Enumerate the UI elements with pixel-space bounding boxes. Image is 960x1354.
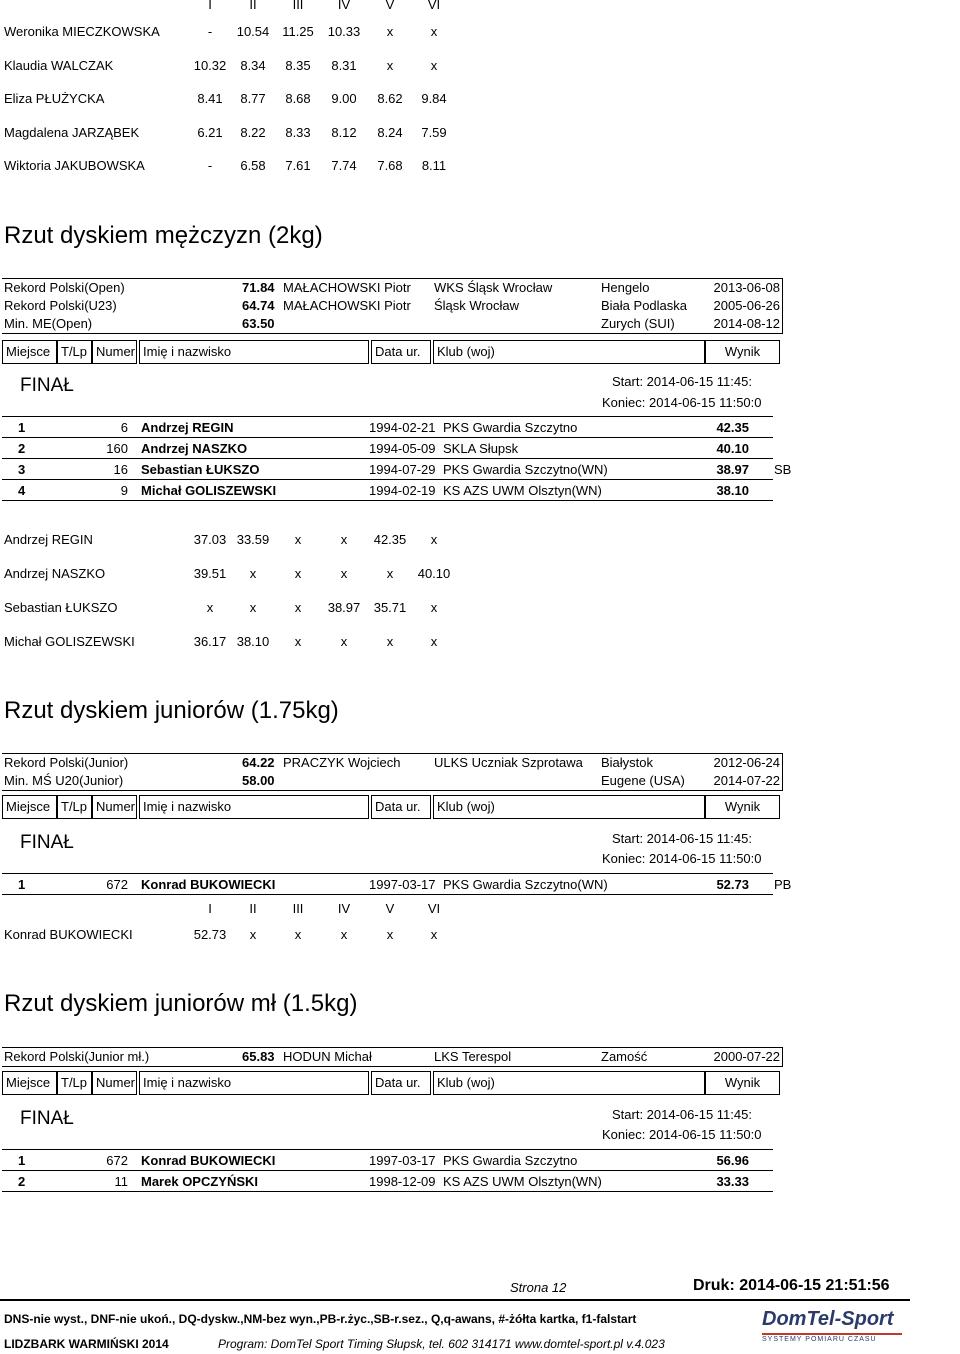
attempt-value: 6.58: [240, 158, 266, 173]
attempt-value: x: [430, 927, 438, 942]
result-number: 672: [106, 1153, 128, 1168]
attempt-value: 8.11: [421, 158, 447, 173]
attempt-col-1: I: [208, 901, 212, 916]
result-dob: 1997-03-17: [369, 877, 436, 892]
record-row: [2, 297, 782, 315]
col-header-club: Klub (woj): [433, 795, 705, 819]
col-header-dob: Data ur.: [371, 1071, 431, 1095]
attempt-value: x: [386, 927, 394, 942]
record-date: 2013-06-08: [714, 280, 780, 295]
start-time: Start: 2014-06-15 11:45:: [612, 831, 752, 846]
col-header-club: Klub (woj): [433, 1071, 705, 1095]
end-time: Koniec: 2014-06-15 11:50:0: [602, 1127, 762, 1142]
print-timestamp: Druk: 2014-06-15 21:51:56: [693, 1277, 890, 1294]
result-value: 38.97: [716, 462, 749, 477]
result-row: [2, 874, 792, 895]
record-club: ULKS Uczniak Szprotawa: [434, 755, 583, 770]
attempt-value: 9.84: [421, 91, 447, 106]
attempt-value: 39.51: [193, 566, 227, 581]
attempt-value: x: [340, 532, 348, 547]
attempt-value: x: [249, 927, 257, 942]
attempt-value: x: [340, 566, 348, 581]
logo-stripe: [762, 1333, 902, 1335]
attempt-value: 9.00: [331, 91, 357, 106]
result-dob: 1994-07-29: [369, 462, 436, 477]
result-note: SB: [774, 462, 792, 477]
result-place: 1: [18, 1153, 26, 1168]
result-row: [2, 1171, 773, 1192]
top-attempt-header: [0, 0, 480, 13]
athlete-name: Wiktoria JAKUBOWSKA: [4, 158, 145, 173]
attempt-value: x: [249, 600, 257, 615]
attempt-row: [0, 566, 480, 582]
result-club: PKS Gwardia Szczytno: [443, 1153, 578, 1168]
attempt-value: 8.68: [285, 91, 311, 106]
record-club: LKS Terespol: [434, 1049, 512, 1064]
record-date: 2014-08-12: [714, 316, 780, 331]
attempt-value: 11.25: [282, 24, 314, 39]
result-row: [2, 480, 773, 501]
athlete-name: Eliza PŁUŻYCKA: [4, 91, 105, 106]
col-header-dob: Data ur.: [371, 340, 431, 364]
result-number: 16: [113, 462, 128, 477]
attempt-row: [0, 532, 480, 548]
result-club: SKLA Słupsk: [443, 441, 519, 456]
attempt-value: x: [206, 600, 214, 615]
result-name: Marek OPCZYŃSKI: [141, 1174, 259, 1189]
attempt-value: 10.32: [193, 57, 227, 73]
col-header-result: Wynik: [705, 795, 780, 819]
athlete-name: Michał GOLISZEWSKI: [4, 634, 135, 649]
program-info: Program: DomTel Sport Timing Słupsk, tel. 602 314171 www.domtel-sport.pl v.4.023: [218, 1337, 665, 1351]
athlete-name: Magdalena JARZĄBEK: [4, 124, 140, 140]
record-place: Eugene (USA): [601, 773, 685, 788]
result-value: 40.10: [716, 441, 749, 456]
result-place: 2: [18, 1174, 26, 1189]
record-row: [2, 772, 782, 790]
result-dob: 1994-02-19: [369, 483, 436, 498]
record-holder: MAŁACHOWSKI Piotr: [283, 298, 411, 313]
result-value: 56.96: [716, 1153, 749, 1168]
final-label: FINAŁ: [20, 375, 74, 396]
result-club: PKS Gwardia Szczytno(WN): [443, 877, 608, 892]
record-club: WKS Śląsk Wrocław: [434, 280, 553, 295]
result-name: Konrad BUKOWIECKI: [141, 1153, 276, 1168]
start-time: Start: 2014-06-15 11:45:: [612, 374, 752, 389]
attempt-value: 8.77: [240, 91, 266, 106]
record-date: 2014-07-22: [714, 773, 780, 788]
attempt-value: x: [386, 634, 394, 649]
col-header-number: Numer: [92, 340, 137, 364]
col-header-place: Miejsce: [2, 795, 57, 819]
attempt-value: 37.03: [193, 532, 227, 547]
result-place: 1: [18, 877, 26, 892]
record-place: Zurych (SUI): [601, 316, 675, 331]
attempt-value: 35.71: [373, 600, 407, 615]
attempt-col-3: III: [292, 901, 304, 916]
result-place: 1: [18, 420, 26, 435]
record-label: Rekord Polski(U23): [4, 298, 117, 313]
attempt-value: 40.10: [417, 566, 451, 581]
col-header-tlp: T/Lp: [57, 795, 92, 819]
attempt-value: 10.33: [327, 24, 361, 39]
attempt-row: [0, 634, 480, 650]
record-value: 71.84: [242, 280, 275, 295]
col-header-number: Numer: [92, 1071, 137, 1095]
col-header-number: Numer: [92, 795, 137, 819]
record-place: Biała Podlaska: [601, 298, 687, 313]
attempt-value: x: [294, 532, 302, 547]
record-value: 58.00: [242, 773, 275, 788]
record-holder: MAŁACHOWSKI Piotr: [283, 280, 411, 295]
attempt-col-5: V: [385, 0, 395, 12]
end-time: Koniec: 2014-06-15 11:50:0: [602, 851, 762, 866]
result-dob: 1994-02-21: [369, 420, 436, 435]
attempt-col-6: VI: [427, 0, 441, 12]
record-row: [2, 315, 782, 333]
attempt-value: x: [294, 600, 302, 615]
record-place: Hengelo: [601, 280, 650, 295]
attempt-col-3: III: [292, 0, 304, 12]
attempt-value: -: [207, 158, 213, 173]
result-name: Konrad BUKOWIECKI: [141, 877, 276, 892]
section-title-younger-juniors: Rzut dyskiem juniorów mł (1.5kg): [4, 990, 358, 1017]
column-header-row: [2, 795, 778, 819]
attempt-value: 8.12: [331, 124, 357, 140]
logo-wordmark: DomTel-Sport: [762, 1308, 894, 1330]
col-header-club: Klub (woj): [433, 340, 705, 364]
attempt-col-2: II: [249, 901, 257, 916]
result-row: [2, 417, 773, 438]
attempt-value: x: [340, 634, 348, 649]
record-label: Rekord Polski(Open): [4, 280, 125, 295]
attempt-value: 8.22: [240, 124, 266, 140]
attempt-value: 8.41: [197, 91, 223, 106]
results-table: [2, 1149, 773, 1192]
attempt-value: 8.33: [285, 124, 311, 140]
attempt-col-1: I: [208, 0, 212, 12]
column-header-row: [2, 340, 778, 364]
col-header-tlp: T/Lp: [57, 340, 92, 364]
result-number: 672: [106, 877, 128, 892]
result-value: 38.10: [716, 483, 749, 498]
col-header-name: Imię i nazwisko: [139, 340, 369, 364]
results-table: [2, 873, 792, 895]
record-row: [2, 279, 782, 297]
attempt-value: 8.34: [240, 57, 266, 73]
result-dob: 1998-12-09: [369, 1174, 436, 1189]
record-holder: PRACZYK Wojciech: [283, 755, 401, 770]
athlete-name: Konrad BUKOWIECKI: [4, 927, 133, 942]
result-place: 2: [18, 441, 26, 456]
attempt-col-6: VI: [427, 901, 441, 916]
attempt-value: 38.10: [236, 634, 270, 649]
result-place: 4: [18, 483, 26, 498]
record-row: [2, 1048, 782, 1066]
domtel-logo: [756, 1308, 906, 1346]
col-header-result: Wynik: [705, 1071, 780, 1095]
result-number: 160: [106, 441, 128, 456]
record-label: Min. ME(Open): [4, 316, 93, 331]
attempt-value: 10.54: [236, 24, 270, 39]
attempt-row: [0, 927, 480, 943]
attempt-value: 52.73: [193, 927, 227, 942]
attempt-value: x: [249, 566, 257, 581]
athlete-name: Andrzej NASZKO: [4, 566, 106, 581]
result-place: 3: [18, 462, 26, 477]
result-row: [2, 1150, 773, 1171]
attempt-value: x: [294, 927, 302, 942]
col-header-place: Miejsce: [2, 1071, 57, 1095]
result-number: 6: [120, 420, 128, 435]
result-note: PB: [774, 877, 792, 892]
attempt-value: x: [386, 566, 394, 581]
attempt-value: x: [430, 57, 438, 73]
result-value: 33.33: [716, 1174, 749, 1189]
section-title-juniors: Rzut dyskiem juniorów (1.75kg): [4, 697, 339, 724]
athlete-name: Andrzej REGIN: [4, 532, 93, 547]
attempt-value: x: [340, 927, 348, 942]
attempt-row: [0, 58, 480, 74]
result-name: Michał GOLISZEWSKI: [141, 483, 277, 498]
attempt-value: 7.68: [377, 158, 403, 173]
record-club: Śląsk Wrocław: [434, 298, 520, 313]
attempt-value: 7.61: [285, 158, 311, 173]
attempt-value: 8.31: [331, 57, 357, 73]
records-table: [2, 1047, 783, 1067]
attempt-col-2: II: [249, 0, 257, 12]
attempt-row: [0, 24, 480, 40]
record-label: Rekord Polski(Junior mł.): [4, 1049, 150, 1064]
result-club: KS AZS UWM Olsztyn(WN): [443, 483, 602, 498]
attempt-row: [0, 91, 480, 107]
attempt-value: x: [430, 634, 438, 649]
record-label: Min. MŚ U20(Junior): [4, 773, 124, 788]
result-club: KS AZS UWM Olsztyn(WN): [443, 1174, 602, 1189]
end-time: Koniec: 2014-06-15 11:50:0: [602, 395, 762, 410]
athlete-name: Klaudia WALCZAK: [4, 57, 114, 73]
col-header-name: Imię i nazwisko: [139, 795, 369, 819]
attempt-value: 38.97: [327, 600, 361, 615]
attempt-col-4: IV: [337, 0, 351, 12]
results-table: [2, 416, 792, 501]
logo-tagline: SYSTEMY POMIARU CZASU: [762, 1336, 877, 1343]
result-number: 11: [114, 1174, 128, 1189]
result-name: Andrzej REGIN: [141, 420, 234, 435]
attempt-value: 8.62: [377, 91, 403, 106]
juniors-attempt-header: [0, 901, 480, 917]
result-dob: 1994-05-09: [369, 441, 436, 456]
record-value: 63.50: [242, 316, 275, 331]
result-name: Sebastian ŁUKSZO: [141, 462, 260, 477]
attempt-col-4: IV: [337, 901, 351, 916]
attempt-value: x: [430, 24, 438, 39]
record-place: Zamość: [601, 1049, 648, 1064]
attempt-value: 7.74: [331, 158, 357, 173]
records-table: [2, 753, 783, 791]
attempt-value: 8.24: [377, 124, 403, 140]
col-header-tlp: T/Lp: [57, 1071, 92, 1095]
result-number: 9: [120, 483, 128, 498]
result-club: PKS Gwardia Szczytno: [443, 420, 578, 435]
record-date: 2000-07-22: [714, 1049, 780, 1064]
attempt-row: [0, 125, 480, 141]
col-header-place: Miejsce: [2, 340, 57, 364]
result-value: 52.73: [716, 877, 749, 892]
attempt-value: x: [430, 600, 438, 615]
venue-label: LIDZBARK WARMIŃSKI 2014: [4, 1337, 169, 1351]
record-value: 65.83: [242, 1049, 275, 1064]
attempt-value: 7.59: [421, 124, 447, 140]
attempt-value: 36.17: [193, 634, 227, 649]
record-value: 64.22: [242, 755, 275, 770]
col-header-dob: Data ur.: [371, 795, 431, 819]
result-value: 42.35: [716, 420, 749, 435]
result-dob: 1997-03-17: [369, 1153, 436, 1168]
result-row: [2, 438, 773, 459]
record-holder: HODUN Michał: [283, 1049, 372, 1064]
attempt-value: x: [294, 566, 302, 581]
footer-divider: [0, 1299, 910, 1301]
record-label: Rekord Polski(Junior): [4, 755, 129, 770]
attempt-row: [0, 158, 480, 174]
final-label: FINAŁ: [20, 832, 74, 853]
final-label: FINAŁ: [20, 1108, 74, 1129]
attempt-value: 33.59: [236, 532, 270, 547]
attempt-value: x: [294, 634, 302, 649]
attempt-value: 42.35: [373, 532, 407, 547]
record-place: Białystok: [601, 755, 654, 770]
record-date: 2005-06-26: [714, 298, 780, 313]
attempt-value: x: [386, 24, 394, 39]
record-row: [2, 754, 782, 772]
attempt-row: [0, 600, 480, 616]
attempt-value: 8.35: [285, 57, 311, 73]
attempt-col-5: V: [385, 901, 395, 916]
footer-legend: DNS-nie wyst., DNF-nie ukoń., DQ-dyskw.,NM-bez wyn.,PB-r.życ.,SB-r.sez., Q,q-awans, #-żółta kartka, f1-falstart: [4, 1312, 637, 1326]
col-header-name: Imię i nazwisko: [139, 1071, 369, 1095]
record-date: 2012-06-24: [714, 755, 780, 770]
result-name: Andrzej NASZKO: [141, 441, 248, 456]
attempt-value: x: [386, 57, 394, 73]
attempt-value: x: [430, 532, 438, 547]
column-header-row: [2, 1071, 778, 1095]
athlete-name: Weronika MIECZKOWSKA: [4, 24, 160, 39]
section-title-men: Rzut dyskiem mężczyzn (2kg): [4, 222, 323, 249]
record-value: 64.74: [242, 298, 275, 313]
result-club: PKS Gwardia Szczytno(WN): [443, 462, 608, 477]
records-table: [2, 278, 783, 334]
athlete-name: Sebastian ŁUKSZO: [4, 600, 118, 615]
attempt-value: -: [207, 24, 213, 39]
start-time: Start: 2014-06-15 11:45:: [612, 1107, 752, 1122]
result-row: [2, 459, 792, 480]
page-number: Strona 12: [510, 1280, 567, 1295]
col-header-result: Wynik: [705, 340, 780, 364]
attempt-value: 6.21: [197, 124, 223, 140]
